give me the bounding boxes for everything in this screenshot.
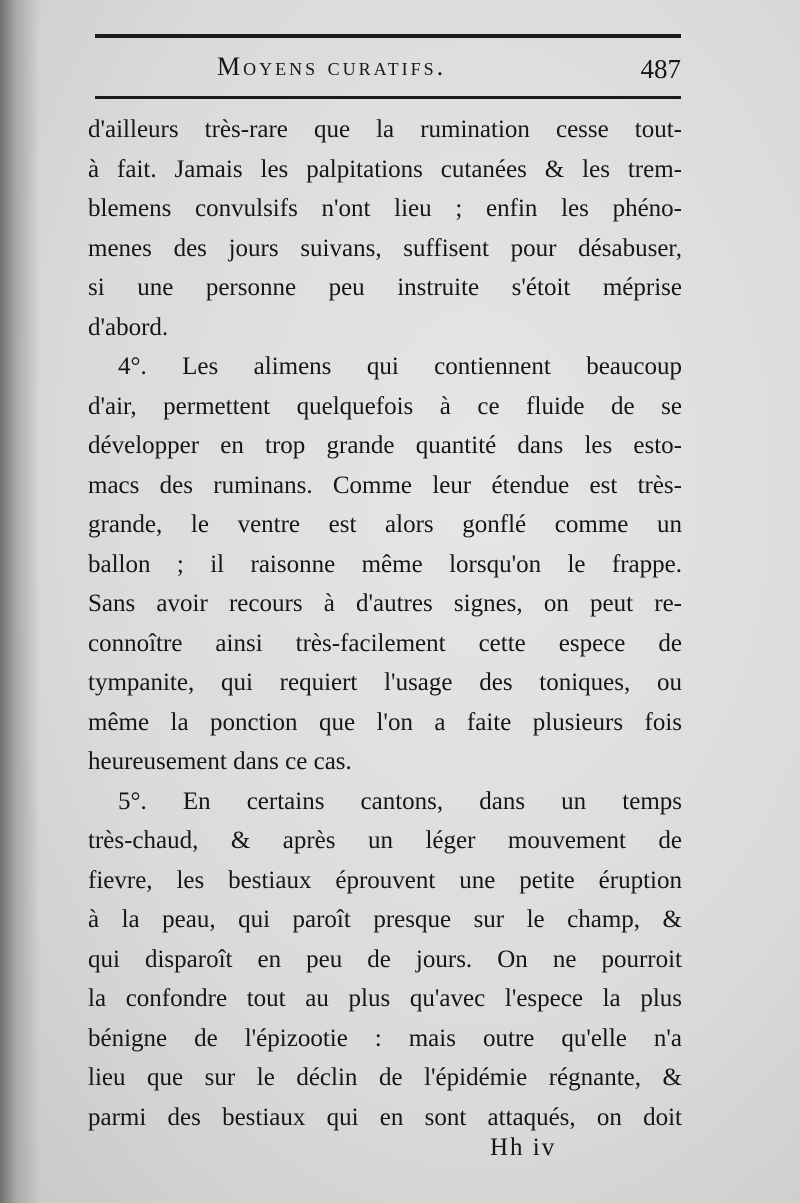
text-line: même la ponction que l'on a faite plusieurs fois [88, 708, 682, 736]
text-line: développer en trop grande quantité dans les esto- [88, 432, 682, 459]
text-line: ballon ; il raisonne même lorsqu'on le frappe. [88, 550, 682, 578]
text-line: 5°. En certains cantons, dans un temps [118, 787, 682, 815]
text-line: fievre, les bestiaux éprouvent une petite éruption [88, 866, 682, 894]
signature-mark: Hh iv [490, 1134, 557, 1161]
text-line: grande, le ventre est alors gonflé comme un [88, 511, 682, 538]
text-line: la confondre tout au plus qu'avec l'espece la plus [88, 985, 682, 1012]
text-line: si une personne peu instruite s'étoit méprise [88, 274, 682, 301]
running-head [95, 52, 681, 92]
head-rule [95, 96, 681, 99]
page-gutter-shadow [0, 0, 40, 1203]
page-number: 487 [640, 54, 681, 84]
text-line: tympanite, qui requiert l'usage des toniques, ou [88, 669, 682, 696]
text-line: d'air, permettent quelquefois à ce fluide de se [88, 392, 682, 420]
text-line: bénigne de l'épizootie : mais outre qu'elle n'a [88, 1024, 682, 1052]
text-line: lieu que sur le déclin de l'épidémie régnante, & [88, 1064, 682, 1091]
text-line: macs des ruminans. Comme leur étendue est très- [88, 471, 682, 499]
text-line: connoître ainsi très-facilement cette espece de [88, 629, 682, 657]
text-line: d'ailleurs très-rare que la rumination cesse tout- [88, 116, 682, 143]
text-line: à fait. Jamais les palpitations cutanées & les trem- [88, 155, 682, 183]
text-line: menes des jours suivans, suffisent pour désabuser, [88, 234, 682, 262]
text-line: à la peau, qui paroît presque sur le champ, & [88, 906, 682, 933]
text-line: 4°. Les alimens qui contiennent beaucoup [118, 353, 682, 380]
text-line: d'abord. [88, 313, 169, 341]
text-line: parmi des bestiaux qui en sont attaqués, on doit [88, 1103, 682, 1131]
top-rule [95, 34, 681, 38]
running-title: Moyens curatifs. [217, 52, 447, 81]
text-line: Sans avoir recours à d'autres signes, on peut re- [88, 590, 682, 617]
text-line: très-chaud, & après un léger mouvement de [88, 827, 682, 854]
body-text [88, 110, 682, 1137]
text-line: heureusement dans ce cas. [88, 748, 352, 775]
text-line: qui disparoît en peu de jours. On ne pourroit [88, 945, 682, 973]
text-line: blemens convulsifs n'ont lieu ; enfin les phéno- [88, 195, 682, 222]
